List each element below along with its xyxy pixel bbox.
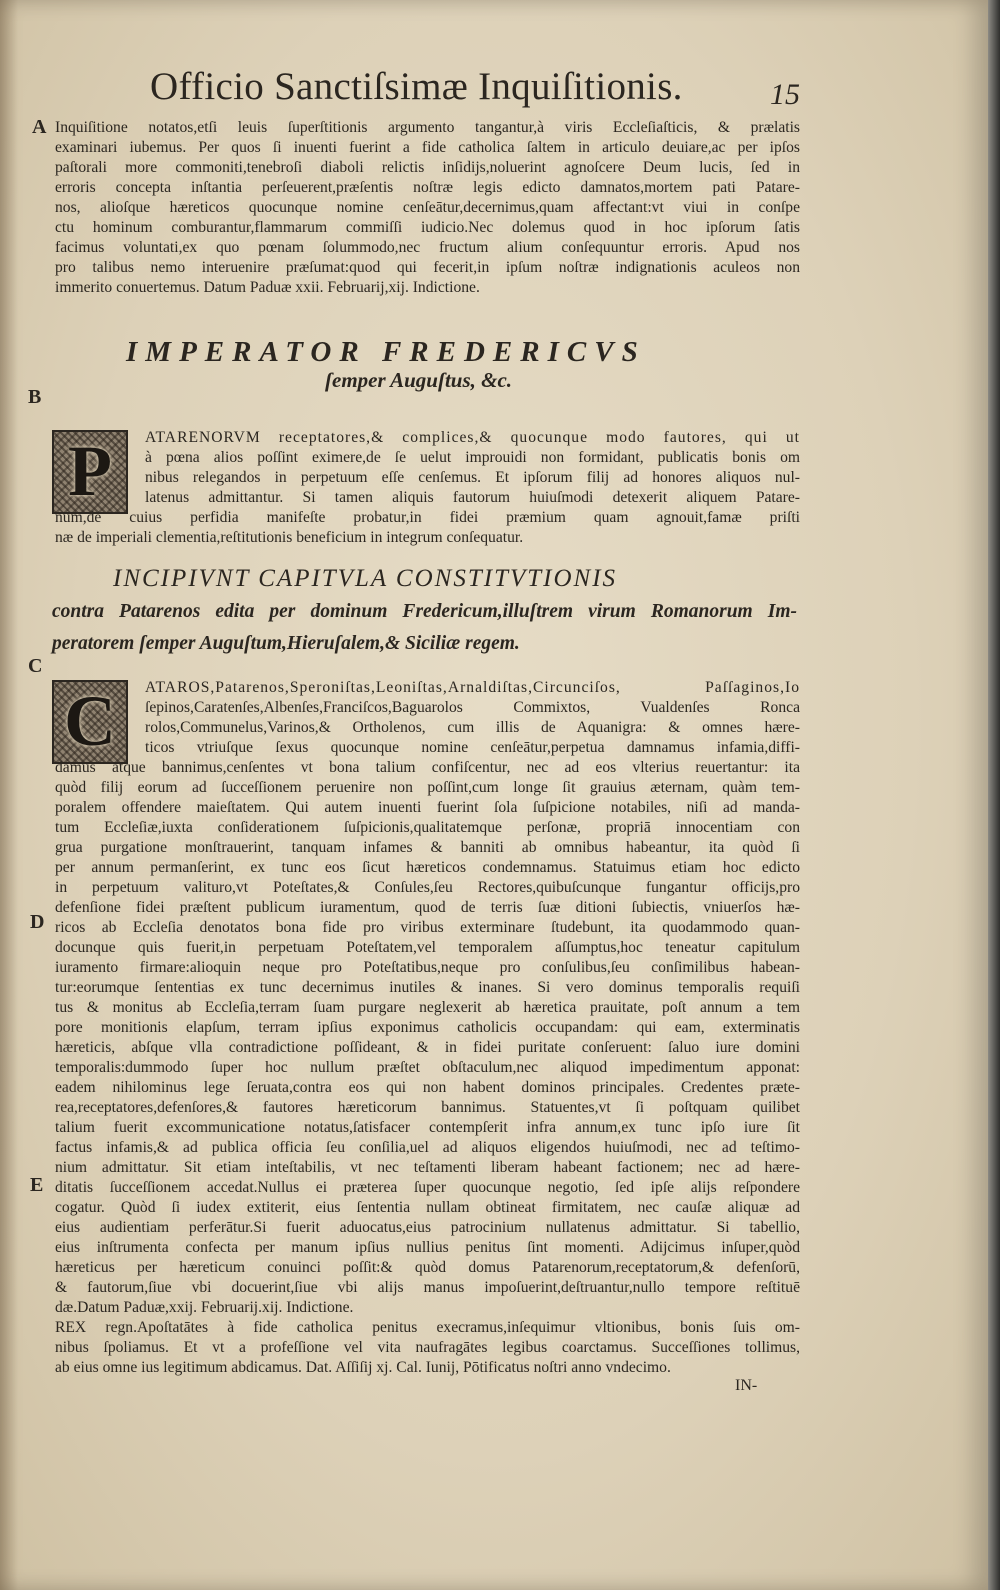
text-line: paſtorali more commoniti,tenebroſi diaboli relictis inſidijs,noluerint agnoſcere Deum lucis, ſed in [55, 159, 800, 176]
text-line: pore monitionis elapſum, terram ipſius exponimus catholicis occupandam: qui eam, exterminatis [55, 1019, 800, 1036]
text-line: nos, alioſque hæreticos quocunque nomine cenſeātur,decernimus,quam affectant:vt viui in conſpe [55, 199, 800, 216]
text-line: cogatur. Quòd ſi iudex extiterit, eius ſententia nullam obtineat firmitatem, nec cauſæ aliquæ ad [55, 1199, 800, 1216]
paragraph-3-full [55, 758, 800, 1318]
margin-letter-b: B [28, 386, 42, 408]
text-line: in perpetuum valituro,vt Poteſtates,& Conſules,ſeu Rectores,quibuſcunque fungantur officijs,pro [55, 879, 800, 896]
text-line: grua purgatione monſtrauerint, tanquam infames & banniti ab omnibus habeantur, ita quòd ſi [55, 839, 800, 856]
text-line: examinari iubemus. Per quos ſi inuenti fuerint a fide catholica ſaltem in articulo deuiare,ac per ipſos [55, 139, 800, 156]
text-line: num,de cuius perfidia manifeſte probatur,in fidei præmium quam agnouit,famæ priſti [55, 509, 800, 526]
text-line: quòd filij eorum ad ſucceſſionem peruenire non poſſint,cum longe ſit grauius æternam, quàm tem- [55, 779, 800, 796]
text-line: ricos ab Eccleſia denotatos bona fide pro viribus exterminare ſtudebunt, ita quodammodo quan- [55, 919, 800, 936]
section-subheading: ſemper Auguſtus, &c. [325, 368, 513, 392]
page-number: 15 [770, 78, 800, 111]
text-line: eadem nihilominus lege ſeruata,contra eos qui non habent dominos principales. Credentes præte- [55, 1079, 800, 1096]
text-line: per annum permanſerint, ex tunc eos ſicut hæreticos condemnamus. Statuimus etiam hoc edicto [55, 859, 800, 876]
text-line: ctu hominum comburantur,flammarum commiſſi iudicio.Nec dolemus quod in hoc ipſorum ſatis [55, 219, 800, 236]
section-heading-line: peratorem ſemper Auguſtum,Hieruſalem,& Siciliæ regem. [52, 633, 520, 654]
paragraph-2-full [55, 508, 800, 548]
text-line: à pœna alios poſſint eximere,de ſe uelut improuidi non formidant, publicatis bonis om [145, 449, 800, 466]
section-heading-imperator: IMPERATOR FREDERICVS [126, 336, 646, 368]
paragraph-1 [55, 118, 800, 298]
text-line: ſepinos,Caratenſes,Albenſes,Franciſcos,Baguarolos Commixtos, Vualdenſes Ronca [145, 699, 800, 716]
drop-cap-c: C [52, 680, 128, 764]
text-line: REX regn.Apoſtatātes à fide catholica penitus execramus,inſequimur vltionibus, bonis ſuis om- [55, 1319, 800, 1336]
text-line: rolos,Communelus,Varinos,& Ortholenos, cum illis de Aquanigra: & omnes hære- [145, 719, 800, 736]
text-line: pro talibus nemo interuenire præſumat:quod qui fecerit,in ipſum noſtræ indignationis aculeos non [55, 259, 800, 276]
text-line: docunque quis fuerit,in perpetuam Poteſtatem,vel temporalem aſſumptus,hoc teneatur capitulum [55, 939, 800, 956]
catchword: IN- [735, 1377, 758, 1394]
text-line: ab eius omne ius legitimum abdicamus. Dat. Aſſiſij xj. Cal. Iunij, Pōtificatus noſtri anno vndecimo. [55, 1359, 671, 1376]
margin-letter-a: A [32, 116, 47, 138]
text-line: eius inſtrumenta confecta per manum ipſius nullius penitus ſint momenti. Adijcimus inſuper,quòd [55, 1239, 800, 1256]
text-line: latenus admittantur. Si tamen aliquis fautorum huiuſmodi detexerit aliquem Patare- [145, 489, 800, 506]
section-heading-line: contra Patarenos edita per dominum Fredericum,illuſtrem virum Romanorum Im- [52, 601, 797, 622]
text-line: dæ.Datum Paduæ,xxij. Februarij.xij. Indictione. [55, 1299, 354, 1316]
text-line: factus infamis,& ad publica officia ſeu conſilia,uel ad aliquos eligendos huiuſmodi, nec ad teſtimo- [55, 1139, 800, 1156]
text-line: nibus relegandos in perpetuum eſſe cenſemus. Et ipſorum filij ad honores aliquos nul- [145, 469, 800, 486]
text-line: ditatis ſucceſſionem accedat.Nullus ei præterea ſuper quocunque negotio, ſed ipſe alijs reſpondere [55, 1179, 800, 1196]
text-line: & fautorum,ſiue vbi docuerint,ſiue vbi alijs manus impoſuerint,deſtruantur,nullo tempore reſtituē [55, 1279, 800, 1296]
section-heading-capitula: INCIPIVNT CAPITVLA CONSTITVTIONIS [113, 565, 618, 592]
text-line: nium admittatur. Sit etiam inteſtabilis, vt nec teſtamenti liberam habeant factionem; nec ad hære- [55, 1159, 800, 1176]
text-line: erroris concepta inſtantia perſeuerent,præſentis noſtræ legis edicto damnatos,mortem pati Patare- [55, 179, 800, 196]
paragraph-3-indented [145, 678, 800, 758]
text-line: ticos vtriuſque ſexus quocunque nomine cenſeātur,perpetua damnamus infamia,diffi- [145, 739, 800, 756]
page-edge-shadow [988, 0, 1000, 1590]
text-line: iuramento firmare:alioquin neque pro Poteſtatibus,neque pro conſulibus,ſeu conſimilibus habean- [55, 959, 800, 976]
drop-cap-p: P [52, 430, 128, 514]
text-line: facimus voluntati,ex quo pœnam ſolummodo,nec fructum alium conſequuntur erroris. Apud nos [55, 239, 800, 256]
text-line: Inquiſitione notatos,etſi leuis ſuperſtitionis argumento tangantur,à viris Eccleſiaſticis, & prælatis [55, 119, 800, 136]
text-line: nibus ſpoliamus. Et vt a profeſſione vel vita naufragātes legibus coarctamus. Succeſſiones tollimus, [55, 1339, 800, 1356]
running-head: Officio Sanctiſsimæ Inquiſitionis. [150, 65, 683, 108]
margin-letter-d: D [30, 911, 45, 933]
text-line: talium fuerit excommunicatione notatus,ſatisfacer contempſerit infra annum,ex tunc ipſo iure ſit [55, 1119, 800, 1136]
text-line: temporalis:dummodo ſuper hoc nullum præſtet obſtaculum,nec aliquod impedimentum apponat: [55, 1059, 800, 1076]
text-line: immerito conuertemus. Datum Paduæ xxii. Februarij,xij. Indictione. [55, 279, 480, 296]
text-line: poralem offendere maieſtatem. Qui autem inuenti fuerint ſola ſuſpicione notabiles, niſi ad manda- [55, 799, 800, 816]
paragraph-4 [55, 1318, 800, 1378]
text-line: damus atque bannimus,cenſentes vt bona talium confiſcentur, nec ad eos vlterius reuertantur: ita [55, 759, 800, 776]
text-line: eius audientiam perferātur.Si fuerit aduocatus,eius patrocinium nullatenus admittatur. Si tabellio, [55, 1219, 800, 1236]
text-line: rea,receptatores,defenſores,& fautores hæreticorum bannimus. Statuentes,vt ſi poſtquam quilibet [55, 1099, 800, 1116]
text-line: hæreticus per hæreticum conuinci poſſit:& quòd domus Patarenorum,receptatorum,& defenſorū, [55, 1259, 800, 1276]
margin-letter-c: C [28, 655, 43, 677]
text-line: tus & monitus ab Eccleſia,terram ſuam purgare neglexerit ab hæretica prauitate, poſt annum a tem [55, 999, 800, 1016]
binding-shadow [0, 0, 18, 1590]
text-line: tum Eccleſiæ,iuxta conſiderationem ſuſpicionis,qualitatemque perſonæ, propriā innocentiam con [55, 819, 800, 836]
text-line: ATAROS,Patarenos,Speroniſtas,Leoniſtas,Arnaldiſtas,Circunciſos, Paſſaginos,Io [145, 679, 800, 696]
text-line: næ de imperiali clementia,reſtitutionis beneficium in integrum conſequatur. [55, 529, 524, 546]
text-line: tur:eorumque ſententias ex tunc decernimus inutiles & inanes. Si vero dominus temporalis requiſi [55, 979, 800, 996]
text-line: hæreticis, abſque vlla contradictione poſſideant, & in fidei puritate conſeruent: ſaluo iure domini [55, 1039, 800, 1056]
text-line: ATARENORVM receptatores,& complices,& quocunque modo fautores, qui ut [145, 429, 800, 446]
margin-letter-e: E [30, 1174, 44, 1196]
text-line: defenſione fidei præſtent publicum iuramentum, quod de terris ſuæ ditioni ſubiectis, vniuerſos hæ- [55, 899, 800, 916]
paragraph-2-indented [145, 428, 800, 508]
